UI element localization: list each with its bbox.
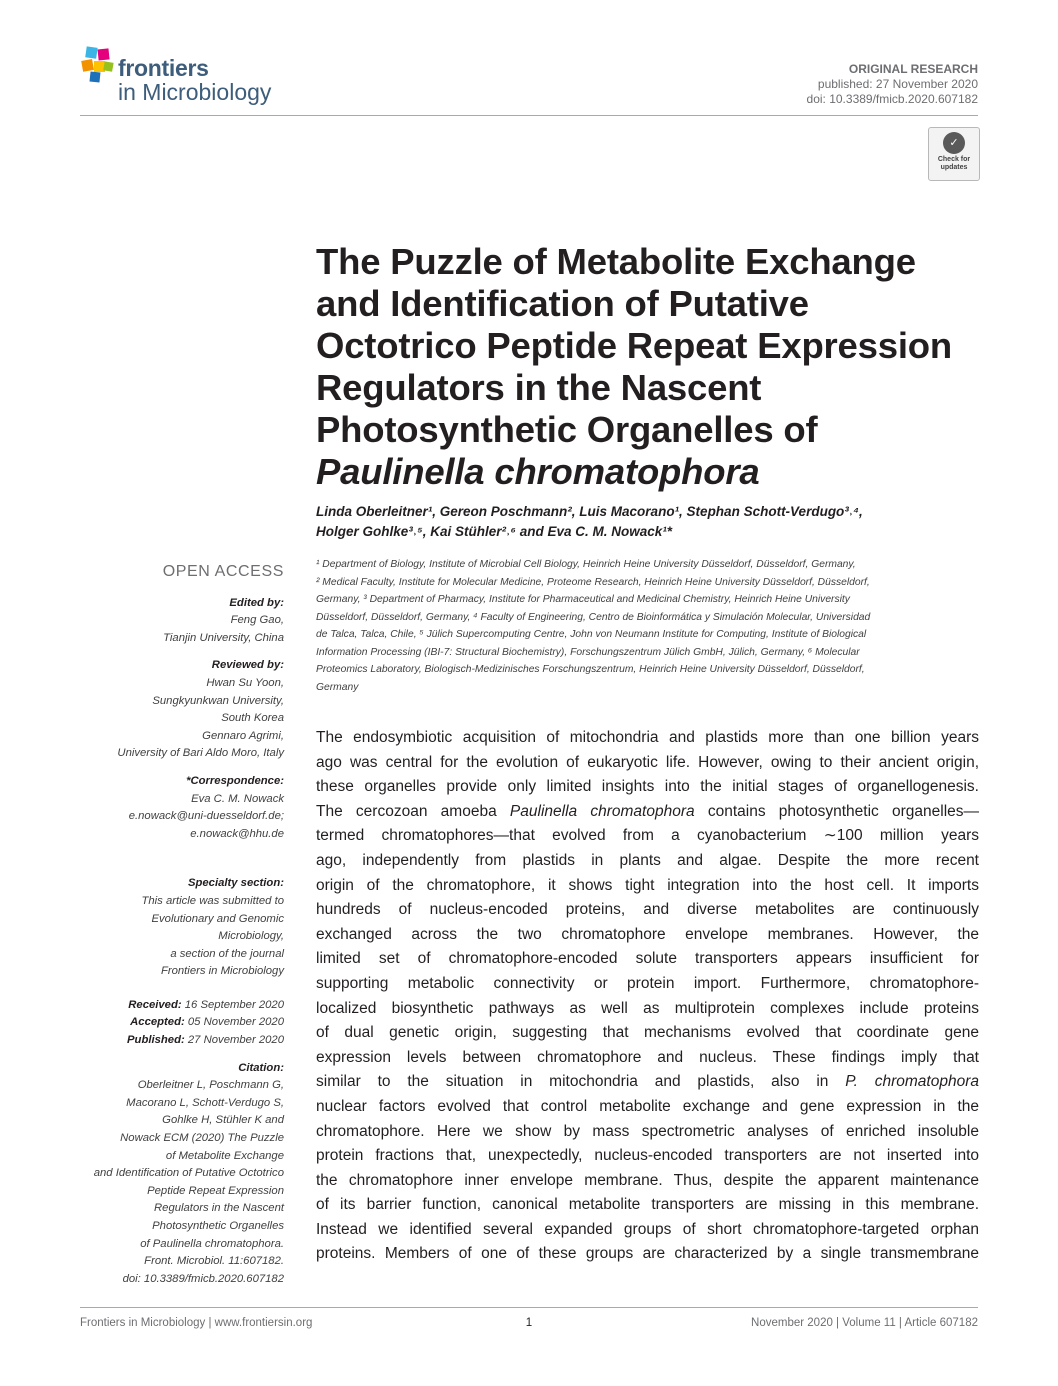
abstract-line: exchanged across the two chromatophore envelope membranes. However, the: [316, 925, 979, 943]
abstract-line: similar to the situation in mitochondria and plastids, also in P. chromatophora: [316, 1073, 979, 1091]
specialty-line: This article was submitted to: [141, 894, 284, 907]
citation-line: and Identification of Putative Octotrico: [93, 1167, 284, 1180]
abstract-line: The cercozoan amoeba Paulinella chromatophora contains photosynthetic organelles—: [316, 802, 980, 820]
affiliations: [316, 556, 980, 696]
abstract-line: hundreds of nucleus-encoded proteins, and diverse metabolites are continuously: [316, 901, 979, 919]
author-list: [316, 502, 996, 542]
citation-line: Photosynthetic Organelles: [152, 1220, 284, 1232]
citation-line: Macorano L, Schott-Verdugo S,: [126, 1096, 284, 1109]
specialty-line: Frontiers in Microbiology: [160, 965, 284, 978]
footer-volume-info: November 2020 | Volume 11 | Article 607182: [751, 1317, 978, 1329]
title-line: Octotrico Peptide Repeat Expression: [316, 325, 952, 366]
citation-line: Oberleitner L, Poschmann G,: [137, 1079, 284, 1092]
affiliation-line: Düsseldorf, Düsseldorf, Germany, ⁴ Faculty of Engineering, Centro de Bioinformática y Simulación Molecular, Universidad: [316, 611, 871, 623]
specialty-line: Evolutionary and Genomic: [151, 912, 284, 925]
abstract-line: limited set of chromatophore-encoded solute transporters appears insufficient for: [316, 950, 979, 968]
affiliation-line: ¹ Department of Biology, Institute of Microbial Cell Biology, Heinrich Heine University Düsseldorf, Düsseldorf, Germany,: [316, 559, 856, 570]
frontiers-logo-icon: [80, 45, 116, 85]
affiliation-line: Proteomics Laboratory, Biologisch-Medizinisches Forschungszentrum, Heinrich Heine University Düsseldorf, Düsseldorf,: [316, 664, 865, 675]
citation-line: of Metabolite Exchange: [165, 1149, 284, 1162]
abstract-line: proteins. Members of one of these groups are characterized by a single transmembrane: [316, 1245, 979, 1263]
affiliation-line: de Talca, Talca, Chile, ⁵ Jülich Supercomputing Centre, John von Neumann Institute for Computing, Institute of Biological: [316, 629, 867, 640]
title-line: and Identification of Putative: [316, 283, 809, 324]
reviewer-line: Sungkyunkwan University,: [152, 694, 284, 707]
affiliation-line: ² Medical Faculty, Institute for Molecular Medicine, Proteome Research, Heinrich Heine University Düsseldorf, Düsseldorf,: [316, 576, 870, 588]
article-doi[interactable]: doi: 10.3389/fmicb.2020.607182: [806, 92, 978, 106]
edited-by-heading: Edited by:: [229, 596, 284, 609]
check-updates-label: Check for updates: [937, 156, 971, 171]
abstract-line: origin of the chromatophore, it shows tight integration into the host cell. It imports: [316, 876, 979, 894]
abstract-line: chromatophore. Here we show by mass spectrometric analyses of enriched insoluble: [316, 1122, 979, 1140]
article-meta: [807, 62, 978, 107]
reviewed-by-section: [60, 657, 284, 763]
specialty-heading: Specialty section:: [187, 877, 284, 890]
abstract-line: Instead we identified several expanded groups of short chromatophore-targeted orphan: [316, 1220, 979, 1238]
abstract-line: these organelles provide only limited insights into the initial stages of organellogenesis.: [316, 778, 979, 796]
reviewer-line: University of Bari Aldo Moro, Italy: [117, 747, 284, 760]
editor-line: Feng Gao,: [230, 614, 284, 627]
citation-line: Nowack ECM (2020) The Puzzle: [120, 1132, 284, 1145]
article-title: [316, 241, 996, 493]
author-line: Linda Oberleitner¹, Gereon Poschmann², Luis Macorano¹, Stephan Schott-Verdugo³˒⁴,: [316, 504, 863, 519]
abstract-line: localized biosynthetic pathways as well as multiprotein complexes include proteins: [316, 999, 979, 1017]
abstract-line: protein fractions that, unexpectedly, nucleus-encoded transporters are not inserted into: [316, 1147, 979, 1165]
abstract-line: termed chromatophores—that evolved from a cyanobacterium ∼100 million years: [316, 827, 979, 845]
specialty-line: Microbiology,: [218, 930, 284, 943]
affiliation-line: Germany: [316, 681, 359, 693]
citation-line: Peptide Repeat Expression: [147, 1184, 284, 1197]
logo-word-journal: in Microbiology: [118, 79, 272, 105]
reviewed-by-heading: Reviewed by:: [211, 659, 284, 672]
logo-word-frontiers: frontiers: [118, 55, 209, 81]
correspondence-email-link[interactable]: e.nowack@uni-duesseldorf.de;: [128, 810, 284, 823]
species-name: Paulinella chromatophora: [509, 802, 695, 820]
affiliation-line: Information Processing (IBI-7: Structural Biochemistry), Forschungszentrum Jülich GmbH, Jülich, Germany, ⁶ Molecular: [316, 646, 860, 658]
abstract: [316, 726, 979, 1267]
title-line: The Puzzle of Metabolite Exchange: [316, 241, 916, 282]
citation-section: [60, 1060, 284, 1289]
header-divider: [80, 115, 978, 116]
editor-line: Tianjin University, China: [163, 631, 284, 644]
footer-journal-link[interactable]: Frontiers in Microbiology | www.frontiersin.org: [80, 1317, 313, 1329]
abstract-line: the chromatophore inner envelope membrane. Thus, despite the apparent maintenance: [316, 1171, 979, 1189]
correspondence-section: [60, 773, 284, 843]
reviewer-line: Gennaro Agrimi,: [202, 729, 284, 742]
citation-line: of Paulinella chromatophora.: [140, 1237, 284, 1250]
abstract-line: expression levels between chromatophore and nucleus. These findings imply that: [316, 1048, 979, 1066]
article-type: ORIGINAL RESEARCH: [848, 62, 978, 76]
check-updates-icon: ✓: [943, 132, 965, 154]
correspondence-heading: *Correspondence:: [186, 774, 284, 787]
citation-line: Gohlke H, Stühler K and: [162, 1114, 284, 1127]
edited-by-section: [60, 595, 284, 648]
citation-heading: Citation:: [238, 1061, 284, 1074]
abstract-line: supporting metabolic connectivity or protein import. Furthermore, chromatophore-: [316, 974, 979, 992]
correspondence-email-link[interactable]: e.nowack@hhu.de: [190, 827, 284, 840]
abstract-line: The endosymbiotic acquisition of mitochondria and plastids more than one billion years: [316, 729, 979, 746]
affiliation-line: Germany, ³ Department of Pharmacy, Institute for Pharmaceutical and Medicinal Chemistry, Heinrich Heine University: [316, 594, 850, 605]
check-for-updates-button[interactable]: [928, 127, 980, 181]
page-number: 1: [525, 1317, 533, 1329]
article-sidebar: [60, 563, 284, 1298]
article-dates: [60, 997, 284, 1050]
reviewer-line: South Korea: [221, 712, 284, 725]
citation-line: Front. Microbiol. 11:607182.: [144, 1255, 284, 1268]
published-date-sidebar: Published: 27 November 2020: [127, 1034, 284, 1047]
citation-line: Regulators in the Nascent: [154, 1202, 284, 1215]
citation-doi-link[interactable]: doi: 10.3389/fmicb.2020.607182: [122, 1272, 284, 1285]
title-line: Regulators in the Nascent: [316, 367, 762, 408]
received-date: Received: 16 September 2020: [128, 998, 284, 1011]
abstract-line: of its barrier function, canonical metabolite transporters are missing in this membrane.: [316, 1196, 979, 1214]
accepted-date: Accepted: 05 November 2020: [130, 1016, 284, 1029]
abstract-line: ago was central for the evolution of eukaryotic life. However, owing to their ancient origin,: [316, 753, 979, 771]
abstract-line: ago, independently from plastids in plants and algae. Despite the more recent: [316, 851, 979, 869]
species-name: P. chromatophora: [845, 1073, 979, 1091]
title-line: Photosynthetic Organelles of: [316, 409, 818, 450]
abstract-line: nuclear factors evolved that control metabolite exchange and gene expression in the: [316, 1097, 979, 1115]
published-date: published: 27 November 2020: [817, 77, 978, 91]
specialty-section: [60, 875, 284, 981]
correspondence-name: Eva C. M. Nowack: [191, 792, 284, 805]
footer-divider: [80, 1307, 978, 1308]
specialty-line: a section of the journal: [170, 947, 284, 960]
title-line-species: Paulinella chromatophora: [316, 451, 760, 492]
journal-logo[interactable]: [80, 45, 300, 115]
abstract-line: of dual genetic origin, suggesting that mechanisms evolved that coordinate gene: [316, 1024, 979, 1042]
author-line: Holger Gohlke³˒⁵, Kai Stühler²˒⁶ and Eva C. M. Nowack¹*: [316, 524, 673, 539]
open-access-label: OPEN ACCESS: [162, 563, 284, 580]
reviewer-line: Hwan Su Yoon,: [206, 676, 284, 689]
